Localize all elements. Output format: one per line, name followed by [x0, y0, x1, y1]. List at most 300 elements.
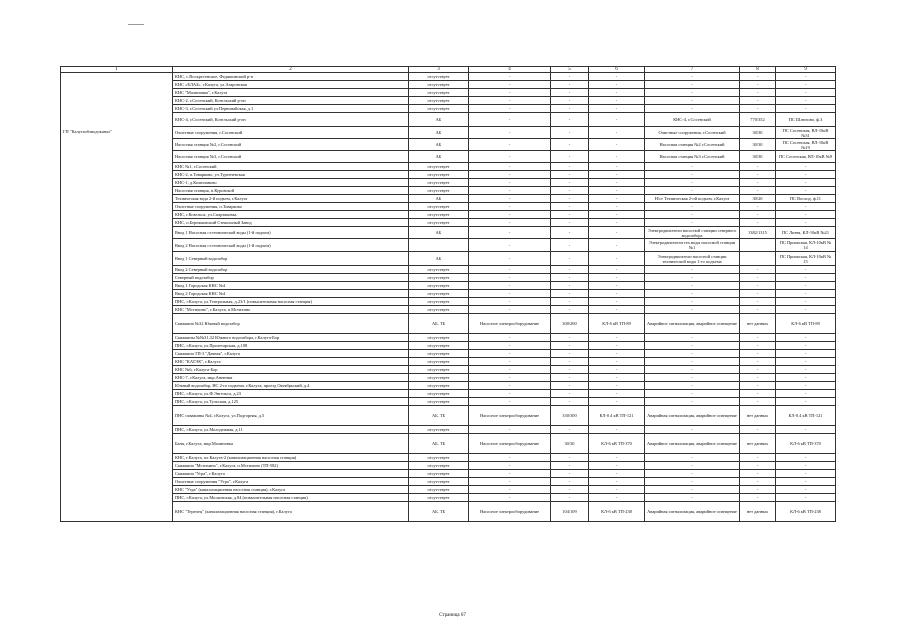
table-row — [61, 502, 836, 522]
table-cell: - — [589, 486, 645, 494]
table-cell: ПНС, г.Калуга, ул.Московская, д.84 (повысительная насосная станция) — [173, 494, 409, 502]
table-cell: - — [551, 382, 589, 390]
table-cell: Ввод 2 Насосная ст.технической воды (1-й подъем) — [173, 239, 409, 252]
table-cell: - — [469, 127, 551, 139]
table-cell: - — [469, 290, 551, 298]
table-cell: - — [469, 282, 551, 290]
table-cell: - — [776, 179, 836, 187]
table-cell: АБ — [409, 127, 469, 139]
table-cell: - — [740, 350, 776, 358]
table-cell: - — [589, 374, 645, 382]
table-cell: КНС "КАТЭК", г.Калуга — [173, 358, 409, 366]
header-cell: 6 — [589, 67, 645, 73]
table-cell: - — [469, 298, 551, 306]
table-cell: - — [469, 73, 551, 81]
table-cell: - — [589, 470, 645, 478]
table-cell: - — [469, 374, 551, 382]
table-cell: - — [645, 306, 740, 314]
table-row — [61, 434, 836, 454]
table-cell: отсутствует — [409, 454, 469, 462]
table-cell: - — [469, 470, 551, 478]
table-row — [61, 127, 836, 139]
table-cell: - — [589, 139, 645, 151]
table-cell: - — [645, 462, 740, 470]
table-cell: - — [645, 390, 740, 398]
table-cell: - — [645, 211, 740, 219]
table-cell: отсутствует — [409, 374, 469, 382]
table-cell: Очистные сооружения, г.Сосенский — [173, 127, 409, 139]
table-cell: АБ, ТБ — [409, 314, 469, 334]
table-cell: - — [551, 187, 589, 195]
table-row — [61, 163, 836, 171]
table-cell: - — [589, 127, 645, 139]
table-cell: ПНС, г.Калуга, ул.Пролетарская, д.108 — [173, 342, 409, 350]
table-cell: - — [469, 179, 551, 187]
table-cell: - — [645, 73, 740, 81]
table-cell: Н/ст Техническая 2-ой подъем, г.Калуга — [645, 195, 740, 203]
table-cell: КНС "Угра" (канализационная насосная станция), г.Калуга — [173, 486, 409, 494]
table-cell: - — [740, 358, 776, 366]
table-cell: - — [551, 227, 589, 239]
table-cell: - — [589, 390, 645, 398]
header-cell: 4 — [469, 67, 551, 73]
table-cell: Баня, г.Калуга, мкр.Малиновка — [173, 434, 409, 454]
table-row — [61, 478, 836, 486]
table-cell: - — [551, 239, 589, 252]
table-cell: - — [551, 298, 589, 306]
table-row — [61, 290, 836, 298]
table-cell: - — [645, 298, 740, 306]
table-cell: - — [776, 374, 836, 382]
table-cell: - — [740, 274, 776, 282]
table-cell: КЛ-6 кВ ТП-89 — [776, 314, 836, 334]
table-cell: отсутствует — [409, 478, 469, 486]
table-cell: ПС Литва, КЛ-10кВ №21 — [776, 227, 836, 239]
table-cell: - — [740, 306, 776, 314]
table-cell: - — [589, 266, 645, 274]
table-cell: - — [551, 478, 589, 486]
table-cell: - — [740, 266, 776, 274]
table-cell: - — [551, 195, 589, 203]
table-cell: Южный водозабор, НС 2-го подъема, г.Калуга, проезд Октябрьский, д.4 — [173, 382, 409, 390]
table-cell: отсутствует — [409, 274, 469, 282]
table-row — [61, 239, 836, 252]
table-cell: - — [589, 290, 645, 298]
table-cell: отсутствует — [409, 81, 469, 89]
table-cell: - — [776, 171, 836, 179]
table-cell: Насосное электрооборудование — [469, 502, 551, 522]
table-cell: 1382/1315 — [740, 227, 776, 239]
table-row — [61, 398, 836, 406]
table-cell: 30/30 — [740, 127, 776, 139]
table-cell: - — [551, 358, 589, 366]
table-cell: КНС-2, п.Товарково, ул.Тургеневская — [173, 171, 409, 179]
table-cell: - — [776, 426, 836, 434]
table-cell: АБ, ТБ — [409, 502, 469, 522]
table-cell: - — [589, 187, 645, 195]
table-cell: - — [645, 494, 740, 502]
table-cell: - — [589, 274, 645, 282]
table-cell: - — [776, 470, 836, 478]
table-cell: - — [551, 334, 589, 342]
table-cell: - — [551, 494, 589, 502]
table-cell: отсутствует — [409, 358, 469, 366]
table-cell: - — [645, 290, 740, 298]
table-row — [61, 426, 836, 434]
table-cell: АБ — [409, 151, 469, 163]
table-cell: 30/20 — [740, 195, 776, 203]
header-cell: 8 — [740, 67, 776, 73]
table-cell: - — [469, 195, 551, 203]
table-cell: - — [551, 127, 589, 139]
table-cell: КНС "Терепец" (канализационная насосная станция), г.Калуга — [173, 502, 409, 522]
table-cell: отсутствует — [409, 219, 469, 227]
table-cell: - — [776, 290, 836, 298]
table-row — [61, 81, 836, 89]
table-cell: АБ, ТБ — [409, 406, 469, 426]
table-row — [61, 462, 836, 470]
table-cell: - — [551, 203, 589, 211]
table-cell: - — [589, 151, 645, 163]
table-cell: - — [740, 334, 776, 342]
table-cell: - — [589, 97, 645, 105]
table-cell: - — [469, 227, 551, 239]
table-cell: - — [776, 486, 836, 494]
table-row — [61, 406, 836, 426]
table-cell: отсутствует — [409, 398, 469, 406]
table-cell: - — [551, 139, 589, 151]
table-cell: - — [776, 306, 836, 314]
table-cell: - — [645, 470, 740, 478]
table-cell: КНС-4, г.Сосенский, Козельский р-он — [173, 113, 409, 127]
table-cell: - — [469, 334, 551, 342]
table-cell: - — [469, 358, 551, 366]
table-cell: - — [740, 105, 776, 113]
table-cell: - — [589, 211, 645, 219]
table-cell: - — [469, 382, 551, 390]
table-cell: - — [589, 478, 645, 486]
table-cell: отсутствует — [409, 179, 469, 187]
table-cell: КНС, с.Воскресенское, Федяшинский р-н — [173, 73, 409, 81]
table-cell: - — [469, 163, 551, 171]
table-cell: отсутствует — [409, 350, 469, 358]
table-cell: - — [551, 97, 589, 105]
table-cell: отсутствует — [409, 266, 469, 274]
table-cell: - — [469, 105, 551, 113]
table-cell: ПС Сосенская, ВЛ-10кВ №31 — [776, 127, 836, 139]
table-cell: КНС-4, г.Сосенский — [645, 113, 740, 127]
table-cell: - — [551, 179, 589, 187]
table-cell: - — [645, 342, 740, 350]
table-cell: АБ — [409, 227, 469, 239]
table-cell: - — [740, 478, 776, 486]
table-cell: - — [589, 227, 645, 239]
table-cell: - — [589, 239, 645, 252]
table-cell: - — [469, 252, 551, 266]
table-cell: - — [589, 163, 645, 171]
table-cell: отсутствует — [409, 366, 469, 374]
table-cell: - — [551, 219, 589, 227]
table-cell: - — [740, 454, 776, 462]
table-cell: КНС, п.Бережковский Стекольный Завод — [173, 219, 409, 227]
table-cell: 30/30 — [740, 151, 776, 163]
table-cell: - — [469, 350, 551, 358]
header-cell: 5 — [551, 67, 589, 73]
table-row — [61, 211, 836, 219]
table-cell: - — [589, 306, 645, 314]
table-cell: - — [469, 454, 551, 462]
table-cell: - — [589, 366, 645, 374]
table-cell: КНС-3, г.Сосенский ул.Первомайская, д.1 — [173, 105, 409, 113]
table-cell: Насосное электрооборудование — [469, 314, 551, 334]
table-cell: - — [645, 454, 740, 462]
table-cell: Скважина "Угра", г.Калуга — [173, 470, 409, 478]
table-cell: Ввод 2 Северный водозабор — [173, 266, 409, 274]
table-row — [61, 494, 836, 502]
table-cell: - — [776, 390, 836, 398]
table-cell: - — [645, 478, 740, 486]
table-cell: нет данных — [740, 434, 776, 454]
table-row — [61, 454, 836, 462]
table-cell: - — [740, 366, 776, 374]
table-cell: - — [776, 187, 836, 195]
table-cell: Аварийная сигнализация, аварийное освещение — [645, 406, 740, 426]
table-cell: - — [469, 486, 551, 494]
table-cell: - — [469, 113, 551, 127]
table-row — [61, 113, 836, 127]
table-row — [61, 89, 836, 97]
table-cell: - — [740, 73, 776, 81]
table-cell: - — [776, 97, 836, 105]
table-cell: - — [589, 426, 645, 434]
organization-cell: ГП "Калугаоблводоканал" — [61, 73, 173, 522]
table-cell: - — [469, 274, 551, 282]
table-cell: отсутствует — [409, 334, 469, 342]
table-cell: - — [645, 398, 740, 406]
table-cell: - — [645, 89, 740, 97]
table-cell: - — [740, 97, 776, 105]
table-cell: КНС "Малиновка", г.Калуга — [173, 89, 409, 97]
table-cell: - — [551, 350, 589, 358]
table-cell: - — [740, 486, 776, 494]
table-cell: КЛ-6 кВ ТП-238 — [589, 502, 645, 522]
table-cell: - — [551, 390, 589, 398]
table-cell: - — [589, 179, 645, 187]
table-cell: ПНС скважины №4, г.Калуга, ул.Подгорная, д.5 — [173, 406, 409, 426]
table-cell: - — [551, 73, 589, 81]
table-cell: отсутствует — [409, 89, 469, 97]
table-cell: - — [740, 211, 776, 219]
table-row — [61, 358, 836, 366]
table-cell: - — [469, 366, 551, 374]
table-cell: - — [469, 139, 551, 151]
table-cell: - — [776, 454, 836, 462]
table-cell: - — [645, 171, 740, 179]
table-row — [61, 282, 836, 290]
table-cell: - — [589, 105, 645, 113]
table-cell: Скважина "Мстихино", г.Калуга, п.Мстихино (ТП-582) — [173, 462, 409, 470]
table-cell: - — [469, 81, 551, 89]
table-cell: Скважина ТП-3 "Дачная", г.Калуга — [173, 350, 409, 358]
table-cell: ПНС, г.Калуга, ул.Ф.Энгельса, д.23 — [173, 390, 409, 398]
table-cell: - — [589, 252, 645, 266]
table-cell: - — [645, 81, 740, 89]
table-cell: - — [551, 89, 589, 97]
table-cell: отсутствует — [409, 298, 469, 306]
table-cell: Скважины №№31,32 Южного водозабора, г.Калуга-Бор — [173, 334, 409, 342]
table-cell: - — [740, 187, 776, 195]
table-cell: - — [776, 105, 836, 113]
table-cell: - — [551, 266, 589, 274]
table-cell: АБ, ТБ — [409, 434, 469, 454]
table-cell: - — [776, 478, 836, 486]
table-cell: - — [551, 211, 589, 219]
table-cell: - — [776, 334, 836, 342]
table-cell: - — [645, 358, 740, 366]
table-cell: отсутствует — [409, 290, 469, 298]
table-cell: ПС Сосенская, ВЛ-10кВ №9 — [776, 151, 836, 163]
table-cell — [740, 239, 776, 252]
table-cell: - — [740, 462, 776, 470]
table-cell: Насосное электрооборудование — [469, 434, 551, 454]
table-cell: - — [740, 290, 776, 298]
table-cell: Северный водозабор — [173, 274, 409, 282]
page-number: Страница 67 — [439, 613, 466, 618]
table-cell: отсутствует — [409, 203, 469, 211]
table-cell: - — [645, 366, 740, 374]
table-cell: - — [645, 274, 740, 282]
table-row — [61, 227, 836, 239]
table-cell: отсутствует — [409, 187, 469, 195]
table-cell: - — [740, 219, 776, 227]
table-cell: АБ — [409, 252, 469, 266]
corner-mark — [128, 24, 144, 25]
table-cell: - — [589, 282, 645, 290]
table-cell: - — [551, 374, 589, 382]
table-cell: АБ — [409, 195, 469, 203]
table-cell: - — [469, 398, 551, 406]
table-cell: - — [469, 266, 551, 274]
table-cell: - — [776, 298, 836, 306]
table-row — [61, 179, 836, 187]
table-cell: КНС №1, г.Сосенский — [173, 163, 409, 171]
table-cell: КЛ-6 кВ ТП-370 — [776, 434, 836, 454]
table-cell: - — [469, 151, 551, 163]
header-cell: 3 — [409, 67, 469, 73]
table-cell: - — [551, 163, 589, 171]
table-cell: ПС Приокская, КЛ-10кВ № 15 — [776, 252, 836, 266]
table-cell: - — [645, 486, 740, 494]
table-cell: нет данных — [740, 406, 776, 426]
table-cell: - — [740, 426, 776, 434]
table-cell: - — [776, 494, 836, 502]
table-cell: - — [740, 282, 776, 290]
table-cell: - — [740, 494, 776, 502]
table-cell: Электродвигатели тех.воды насосной станции №1 — [645, 239, 740, 252]
table-cell: - — [645, 334, 740, 342]
table-cell: - — [551, 171, 589, 179]
table-cell: ПНС, г.Калуга, ул.Театральная, д.23/1 (повысительная насосная станция) — [173, 298, 409, 306]
table-cell: отсутствует — [409, 494, 469, 502]
table-row — [61, 274, 836, 282]
table-cell: ПС Сосенская, ВЛ-10кВ №19 — [776, 139, 836, 151]
table-cell: - — [645, 282, 740, 290]
table-row — [61, 219, 836, 227]
table-cell: - — [740, 390, 776, 398]
table-cell: 30/30 — [551, 434, 589, 454]
table-cell: - — [645, 203, 740, 211]
table-cell: - — [551, 151, 589, 163]
table-cell: - — [589, 81, 645, 89]
table-cell: - — [551, 306, 589, 314]
table-cell: отсутствует — [409, 462, 469, 470]
table-cell: - — [740, 298, 776, 306]
table-cell: - — [589, 298, 645, 306]
table-cell: КНС-1, д.Колюпаново — [173, 179, 409, 187]
table-row — [61, 486, 836, 494]
table-cell: - — [776, 382, 836, 390]
table-cell: отсутствует — [409, 97, 469, 105]
table-row — [61, 151, 836, 163]
table-cell: КЛ-0.4 кВ ТП-121 — [589, 406, 645, 426]
table-cell: - — [589, 113, 645, 127]
table-cell: - — [776, 81, 836, 89]
table-row — [61, 203, 836, 211]
table-cell: Насосная станция №3, г.Сосенский — [173, 151, 409, 163]
table-cell: Насосная станция №2 г.Сосенский — [645, 139, 740, 151]
table-row — [61, 195, 836, 203]
table-cell: - — [645, 105, 740, 113]
table-cell: отсутствует — [409, 163, 469, 171]
table-cell: - — [589, 382, 645, 390]
table-cell: - — [645, 97, 740, 105]
table-row — [61, 73, 836, 81]
table-cell: КЛ-6 кВ ТП-89 — [589, 314, 645, 334]
table-cell: - — [740, 171, 776, 179]
table-cell: - — [776, 342, 836, 350]
table-cell: - — [589, 195, 645, 203]
table-cell: - — [551, 426, 589, 434]
table-cell: ПС Приокская, КЛ-10кВ № 14 — [776, 239, 836, 252]
table-cell: - — [469, 478, 551, 486]
table-cell: Аварийное сигнализация, аварийное освещение — [645, 314, 740, 334]
table-row — [61, 266, 836, 274]
table-row — [61, 314, 836, 334]
header-cell: 2 — [173, 67, 409, 73]
table-cell: - — [551, 454, 589, 462]
table-cell: - — [469, 426, 551, 434]
table-cell: нет данных — [740, 502, 776, 522]
table-row — [61, 382, 836, 390]
table-cell: - — [551, 113, 589, 127]
table-cell: Техническая вода 2-й подъем, г.Калуга — [173, 195, 409, 203]
table-cell: - — [551, 462, 589, 470]
table-cell: - — [740, 89, 776, 97]
table-cell: - — [645, 179, 740, 187]
table-cell: - — [645, 187, 740, 195]
table-cell: - — [589, 494, 645, 502]
table-cell: КНС «ЕЛАЗ», г.Калуга, ул.Азаровская — [173, 81, 409, 89]
table-cell: - — [776, 274, 836, 282]
table-cell: - — [645, 266, 740, 274]
table-cell: - — [740, 398, 776, 406]
table-cell: ПС Шлюзово, ф.3 — [776, 113, 836, 127]
table-cell: - — [551, 290, 589, 298]
table-cell: 330/300 — [551, 406, 589, 426]
table-cell: - — [551, 105, 589, 113]
table-cell: ПС Восход, ф.11 — [776, 195, 836, 203]
table-row — [61, 350, 836, 358]
